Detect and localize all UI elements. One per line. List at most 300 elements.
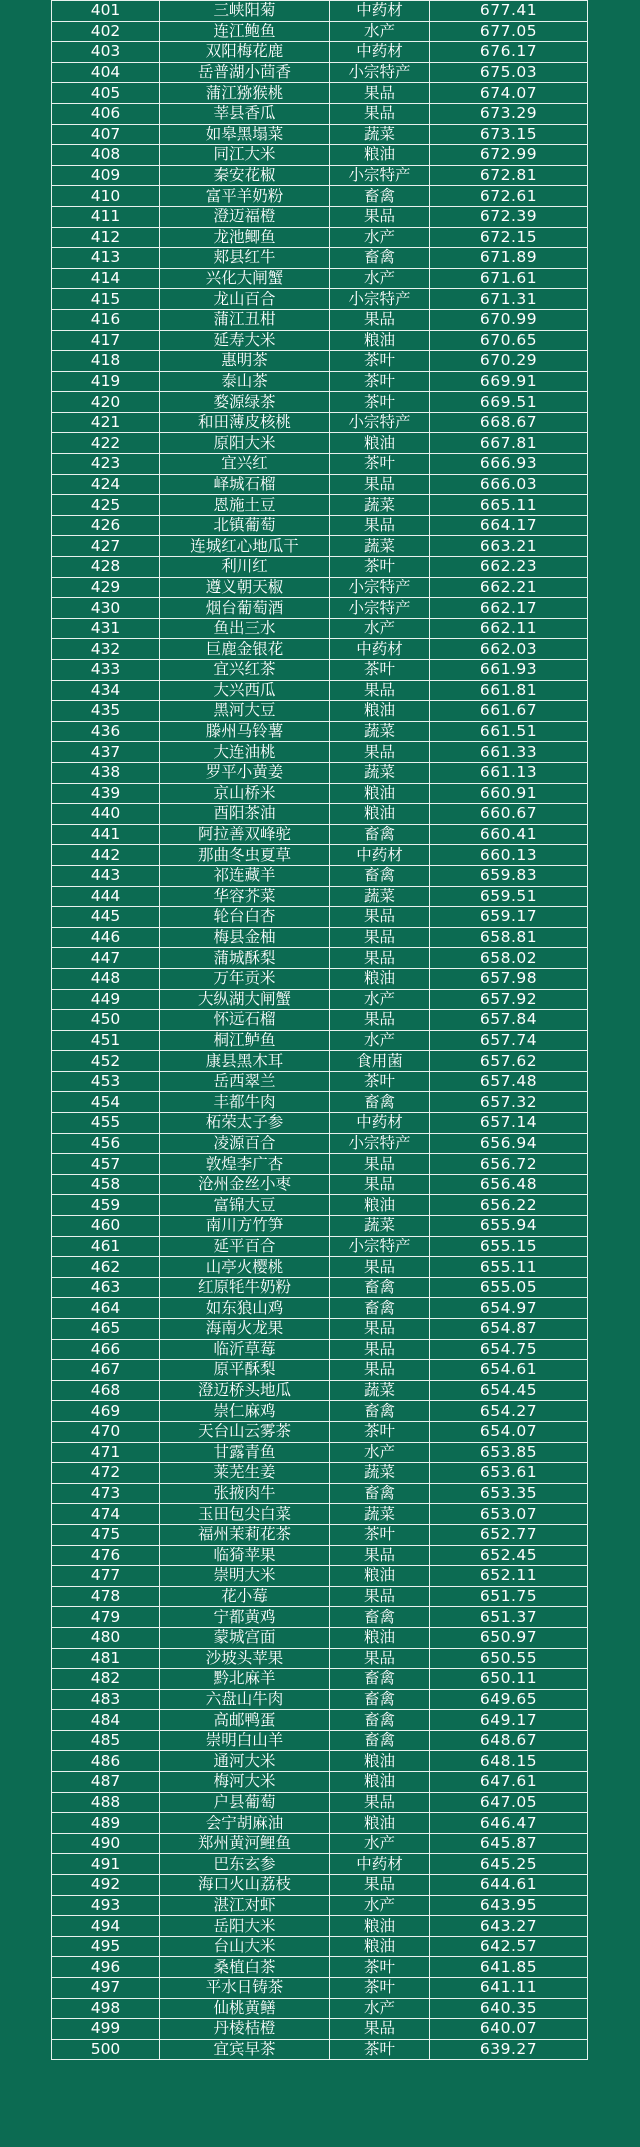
table-row bbox=[52, 907, 588, 928]
name-cell: 酉阳茶油 bbox=[160, 804, 330, 825]
name-cell: 阿拉善双峰驼 bbox=[160, 824, 330, 845]
name-cell: 富锦大豆 bbox=[160, 1195, 330, 1216]
table-row bbox=[52, 1195, 588, 1216]
rank-cell: 411 bbox=[52, 206, 160, 227]
table-row bbox=[52, 454, 588, 475]
category-cell: 果品 bbox=[330, 1875, 430, 1896]
table-row bbox=[52, 1401, 588, 1422]
table-row bbox=[52, 1277, 588, 1298]
score-cell: 654.87 bbox=[430, 1319, 588, 1340]
ranking-table bbox=[51, 0, 588, 2060]
table-row bbox=[52, 1772, 588, 1793]
rank-cell: 479 bbox=[52, 1607, 160, 1628]
table-row bbox=[52, 1689, 588, 1710]
score-cell: 656.94 bbox=[430, 1133, 588, 1154]
score-cell: 641.11 bbox=[430, 1978, 588, 1999]
score-cell: 677.05 bbox=[430, 21, 588, 42]
table-row bbox=[52, 351, 588, 372]
score-cell: 655.11 bbox=[430, 1257, 588, 1278]
rank-cell: 482 bbox=[52, 1669, 160, 1690]
category-cell: 茶叶 bbox=[330, 392, 430, 413]
table-row bbox=[52, 227, 588, 248]
rank-cell: 452 bbox=[52, 1051, 160, 1072]
rank-cell: 474 bbox=[52, 1504, 160, 1525]
category-cell: 中药材 bbox=[330, 639, 430, 660]
table-row bbox=[52, 1936, 588, 1957]
category-cell: 果品 bbox=[330, 907, 430, 928]
rank-cell: 424 bbox=[52, 474, 160, 495]
score-cell: 654.27 bbox=[430, 1401, 588, 1422]
category-cell: 水产 bbox=[330, 1030, 430, 1051]
category-cell: 畜禽 bbox=[330, 248, 430, 269]
name-cell: 原阳大米 bbox=[160, 433, 330, 454]
category-cell: 果品 bbox=[330, 474, 430, 495]
rank-cell: 499 bbox=[52, 2019, 160, 2040]
table-row bbox=[52, 927, 588, 948]
score-cell: 652.45 bbox=[430, 1545, 588, 1566]
name-cell: 同江大米 bbox=[160, 145, 330, 166]
rank-cell: 403 bbox=[52, 42, 160, 63]
rank-cell: 449 bbox=[52, 989, 160, 1010]
score-cell: 653.85 bbox=[430, 1442, 588, 1463]
category-cell: 茶叶 bbox=[330, 351, 430, 372]
category-cell: 果品 bbox=[330, 680, 430, 701]
category-cell: 水产 bbox=[330, 21, 430, 42]
table-row bbox=[52, 1298, 588, 1319]
score-cell: 669.91 bbox=[430, 371, 588, 392]
rank-cell: 418 bbox=[52, 351, 160, 372]
name-cell: 通河大米 bbox=[160, 1751, 330, 1772]
name-cell: 罗平小黄姜 bbox=[160, 762, 330, 783]
table-row bbox=[52, 577, 588, 598]
rank-cell: 457 bbox=[52, 1154, 160, 1175]
name-cell: 大连油桃 bbox=[160, 742, 330, 763]
name-cell: 龙山百合 bbox=[160, 289, 330, 310]
name-cell: 双阳梅花鹿 bbox=[160, 42, 330, 63]
score-cell: 644.61 bbox=[430, 1875, 588, 1896]
table-row bbox=[52, 433, 588, 454]
table-row bbox=[52, 639, 588, 660]
category-cell: 小宗特产 bbox=[330, 289, 430, 310]
name-cell: 柘荣太子参 bbox=[160, 1113, 330, 1134]
category-cell: 畜禽 bbox=[330, 186, 430, 207]
rank-cell: 438 bbox=[52, 762, 160, 783]
category-cell: 中药材 bbox=[330, 1, 430, 22]
rank-cell: 426 bbox=[52, 515, 160, 536]
rank-cell: 487 bbox=[52, 1772, 160, 1793]
rank-cell: 498 bbox=[52, 1998, 160, 2019]
category-cell: 果品 bbox=[330, 1545, 430, 1566]
table-row bbox=[52, 557, 588, 578]
name-cell: 巴东玄参 bbox=[160, 1854, 330, 1875]
score-cell: 660.13 bbox=[430, 845, 588, 866]
score-cell: 667.81 bbox=[430, 433, 588, 454]
table-row bbox=[52, 145, 588, 166]
name-cell: 如东狼山鸡 bbox=[160, 1298, 330, 1319]
score-cell: 662.23 bbox=[430, 557, 588, 578]
score-cell: 654.97 bbox=[430, 1298, 588, 1319]
category-cell: 水产 bbox=[330, 1895, 430, 1916]
name-cell: 烟台葡萄酒 bbox=[160, 598, 330, 619]
category-cell: 畜禽 bbox=[330, 1689, 430, 1710]
category-cell: 果品 bbox=[330, 948, 430, 969]
category-cell: 蔬菜 bbox=[330, 124, 430, 145]
category-cell: 粮油 bbox=[330, 433, 430, 454]
table-row bbox=[52, 1380, 588, 1401]
category-cell: 蔬菜 bbox=[330, 886, 430, 907]
name-cell: 敦煌李广杏 bbox=[160, 1154, 330, 1175]
rank-cell: 421 bbox=[52, 412, 160, 433]
name-cell: 张掖肉牛 bbox=[160, 1483, 330, 1504]
score-cell: 651.75 bbox=[430, 1586, 588, 1607]
name-cell: 京山桥米 bbox=[160, 783, 330, 804]
table-row bbox=[52, 618, 588, 639]
score-cell: 657.92 bbox=[430, 989, 588, 1010]
table-row bbox=[52, 1010, 588, 1031]
category-cell: 粮油 bbox=[330, 1627, 430, 1648]
category-cell: 果品 bbox=[330, 1648, 430, 1669]
score-cell: 657.84 bbox=[430, 1010, 588, 1031]
category-cell: 水产 bbox=[330, 1998, 430, 2019]
rank-cell: 485 bbox=[52, 1730, 160, 1751]
category-cell: 畜禽 bbox=[330, 865, 430, 886]
category-cell: 食用菌 bbox=[330, 1051, 430, 1072]
score-cell: 650.97 bbox=[430, 1627, 588, 1648]
name-cell: 延寿大米 bbox=[160, 330, 330, 351]
name-cell: 大纵湖大闸蟹 bbox=[160, 989, 330, 1010]
category-cell: 水产 bbox=[330, 1833, 430, 1854]
name-cell: 台山大米 bbox=[160, 1936, 330, 1957]
name-cell: 蒲城酥梨 bbox=[160, 948, 330, 969]
score-cell: 655.15 bbox=[430, 1236, 588, 1257]
score-cell: 673.15 bbox=[430, 124, 588, 145]
rank-cell: 446 bbox=[52, 927, 160, 948]
rank-cell: 456 bbox=[52, 1133, 160, 1154]
table-row bbox=[52, 474, 588, 495]
table-row bbox=[52, 1998, 588, 2019]
name-cell: 高邮鸭蛋 bbox=[160, 1710, 330, 1731]
category-cell: 粮油 bbox=[330, 804, 430, 825]
rank-cell: 448 bbox=[52, 968, 160, 989]
name-cell: 滕州马铃薯 bbox=[160, 721, 330, 742]
category-cell: 小宗特产 bbox=[330, 62, 430, 83]
category-cell: 蔬菜 bbox=[330, 495, 430, 516]
rank-cell: 476 bbox=[52, 1545, 160, 1566]
category-cell: 果品 bbox=[330, 1174, 430, 1195]
score-cell: 662.11 bbox=[430, 618, 588, 639]
table-row bbox=[52, 865, 588, 886]
rank-cell: 500 bbox=[52, 2039, 160, 2060]
rank-cell: 486 bbox=[52, 1751, 160, 1772]
name-cell: 崇仁麻鸡 bbox=[160, 1401, 330, 1422]
score-cell: 657.98 bbox=[430, 968, 588, 989]
category-cell: 中药材 bbox=[330, 845, 430, 866]
score-cell: 651.37 bbox=[430, 1607, 588, 1628]
category-cell: 小宗特产 bbox=[330, 165, 430, 186]
rank-cell: 469 bbox=[52, 1401, 160, 1422]
score-cell: 668.67 bbox=[430, 412, 588, 433]
category-cell: 水产 bbox=[330, 618, 430, 639]
score-cell: 676.17 bbox=[430, 42, 588, 63]
category-cell: 果品 bbox=[330, 927, 430, 948]
table-row bbox=[52, 1174, 588, 1195]
rank-cell: 478 bbox=[52, 1586, 160, 1607]
score-cell: 640.07 bbox=[430, 2019, 588, 2040]
table-row bbox=[52, 1319, 588, 1340]
score-cell: 645.25 bbox=[430, 1854, 588, 1875]
rank-cell: 494 bbox=[52, 1916, 160, 1937]
table-row bbox=[52, 1916, 588, 1937]
category-cell: 畜禽 bbox=[330, 1730, 430, 1751]
table-row bbox=[52, 1442, 588, 1463]
table-row bbox=[52, 845, 588, 866]
score-cell: 645.87 bbox=[430, 1833, 588, 1854]
rank-cell: 413 bbox=[52, 248, 160, 269]
name-cell: 临猗苹果 bbox=[160, 1545, 330, 1566]
rank-cell: 439 bbox=[52, 783, 160, 804]
name-cell: 海口火山荔枝 bbox=[160, 1875, 330, 1896]
category-cell: 果品 bbox=[330, 515, 430, 536]
table-row bbox=[52, 1648, 588, 1669]
category-cell: 小宗特产 bbox=[330, 577, 430, 598]
score-cell: 658.02 bbox=[430, 948, 588, 969]
name-cell: 临沂草莓 bbox=[160, 1339, 330, 1360]
name-cell: 岳普湖小茴香 bbox=[160, 62, 330, 83]
score-cell: 666.93 bbox=[430, 454, 588, 475]
table-row bbox=[52, 1360, 588, 1381]
score-cell: 671.31 bbox=[430, 289, 588, 310]
rank-cell: 430 bbox=[52, 598, 160, 619]
score-cell: 670.29 bbox=[430, 351, 588, 372]
table-row bbox=[52, 186, 588, 207]
name-cell: 兴化大闸蟹 bbox=[160, 268, 330, 289]
rank-cell: 401 bbox=[52, 1, 160, 22]
table-row bbox=[52, 1978, 588, 1999]
score-cell: 672.99 bbox=[430, 145, 588, 166]
rank-cell: 431 bbox=[52, 618, 160, 639]
score-cell: 648.15 bbox=[430, 1751, 588, 1772]
rank-cell: 460 bbox=[52, 1216, 160, 1237]
rank-cell: 497 bbox=[52, 1978, 160, 1999]
category-cell: 粮油 bbox=[330, 1751, 430, 1772]
name-cell: 峄城石榴 bbox=[160, 474, 330, 495]
name-cell: 崇明白山羊 bbox=[160, 1730, 330, 1751]
table-row bbox=[52, 1092, 588, 1113]
table-row bbox=[52, 1751, 588, 1772]
rank-cell: 450 bbox=[52, 1010, 160, 1031]
score-cell: 646.47 bbox=[430, 1813, 588, 1834]
name-cell: 遵义朝天椒 bbox=[160, 577, 330, 598]
name-cell: 连江鲍鱼 bbox=[160, 21, 330, 42]
category-cell: 中药材 bbox=[330, 1854, 430, 1875]
rank-cell: 412 bbox=[52, 227, 160, 248]
table-row bbox=[52, 2039, 588, 2060]
rank-cell: 455 bbox=[52, 1113, 160, 1134]
rank-cell: 429 bbox=[52, 577, 160, 598]
rank-cell: 404 bbox=[52, 62, 160, 83]
score-cell: 647.05 bbox=[430, 1792, 588, 1813]
table-row bbox=[52, 721, 588, 742]
name-cell: 会宁胡麻油 bbox=[160, 1813, 330, 1834]
category-cell: 蔬菜 bbox=[330, 721, 430, 742]
name-cell: 红原牦牛奶粉 bbox=[160, 1277, 330, 1298]
score-cell: 643.95 bbox=[430, 1895, 588, 1916]
name-cell: 岳西翠兰 bbox=[160, 1071, 330, 1092]
category-cell: 果品 bbox=[330, 103, 430, 124]
category-cell: 蔬菜 bbox=[330, 1380, 430, 1401]
rank-cell: 477 bbox=[52, 1566, 160, 1587]
table-row bbox=[52, 62, 588, 83]
score-cell: 675.03 bbox=[430, 62, 588, 83]
name-cell: 宜兴红 bbox=[160, 454, 330, 475]
rank-cell: 489 bbox=[52, 1813, 160, 1834]
score-cell: 662.03 bbox=[430, 639, 588, 660]
category-cell: 果品 bbox=[330, 742, 430, 763]
score-cell: 664.17 bbox=[430, 515, 588, 536]
name-cell: 玉田包尖白菜 bbox=[160, 1504, 330, 1525]
score-cell: 653.61 bbox=[430, 1463, 588, 1484]
category-cell: 果品 bbox=[330, 1360, 430, 1381]
score-cell: 654.75 bbox=[430, 1339, 588, 1360]
category-cell: 果品 bbox=[330, 1154, 430, 1175]
name-cell: 富平羊奶粉 bbox=[160, 186, 330, 207]
name-cell: 凌源百合 bbox=[160, 1133, 330, 1154]
rank-cell: 425 bbox=[52, 495, 160, 516]
score-cell: 670.65 bbox=[430, 330, 588, 351]
category-cell: 蔬菜 bbox=[330, 1463, 430, 1484]
category-cell: 果品 bbox=[330, 1319, 430, 1340]
rank-cell: 453 bbox=[52, 1071, 160, 1092]
name-cell: 天台山云雾茶 bbox=[160, 1421, 330, 1442]
rank-cell: 488 bbox=[52, 1792, 160, 1813]
table-row bbox=[52, 701, 588, 722]
table-row bbox=[52, 83, 588, 104]
name-cell: 康县黑木耳 bbox=[160, 1051, 330, 1072]
table-row bbox=[52, 783, 588, 804]
score-cell: 655.05 bbox=[430, 1277, 588, 1298]
score-cell: 660.67 bbox=[430, 804, 588, 825]
category-cell: 粮油 bbox=[330, 1916, 430, 1937]
rank-cell: 464 bbox=[52, 1298, 160, 1319]
category-cell: 果品 bbox=[330, 83, 430, 104]
name-cell: 轮台白杏 bbox=[160, 907, 330, 928]
table-row bbox=[52, 660, 588, 681]
score-cell: 661.81 bbox=[430, 680, 588, 701]
score-cell: 672.61 bbox=[430, 186, 588, 207]
score-cell: 666.03 bbox=[430, 474, 588, 495]
score-cell: 671.89 bbox=[430, 248, 588, 269]
table-row bbox=[52, 1071, 588, 1092]
name-cell: 婺源绿茶 bbox=[160, 392, 330, 413]
category-cell: 茶叶 bbox=[330, 2039, 430, 2060]
score-cell: 656.72 bbox=[430, 1154, 588, 1175]
rank-cell: 444 bbox=[52, 886, 160, 907]
rank-cell: 434 bbox=[52, 680, 160, 701]
name-cell: 怀远石榴 bbox=[160, 1010, 330, 1031]
table-row bbox=[52, 804, 588, 825]
table-row bbox=[52, 1216, 588, 1237]
category-cell: 粮油 bbox=[330, 1772, 430, 1793]
score-cell: 656.22 bbox=[430, 1195, 588, 1216]
rank-cell: 458 bbox=[52, 1174, 160, 1195]
rank-cell: 423 bbox=[52, 454, 160, 475]
category-cell: 小宗特产 bbox=[330, 412, 430, 433]
name-cell: 北镇葡萄 bbox=[160, 515, 330, 536]
name-cell: 恩施土豆 bbox=[160, 495, 330, 516]
rank-cell: 432 bbox=[52, 639, 160, 660]
category-cell: 畜禽 bbox=[330, 1483, 430, 1504]
table-row bbox=[52, 1566, 588, 1587]
category-cell: 茶叶 bbox=[330, 1524, 430, 1545]
table-row bbox=[52, 309, 588, 330]
name-cell: 华容芥菜 bbox=[160, 886, 330, 907]
category-cell: 茶叶 bbox=[330, 454, 430, 475]
category-cell: 畜禽 bbox=[330, 1092, 430, 1113]
rank-cell: 441 bbox=[52, 824, 160, 845]
score-cell: 665.11 bbox=[430, 495, 588, 516]
rank-cell: 451 bbox=[52, 1030, 160, 1051]
rank-cell: 435 bbox=[52, 701, 160, 722]
table-row bbox=[52, 206, 588, 227]
name-cell: 大兴西瓜 bbox=[160, 680, 330, 701]
category-cell: 畜禽 bbox=[330, 1277, 430, 1298]
name-cell: 崇明大米 bbox=[160, 1566, 330, 1587]
score-cell: 671.61 bbox=[430, 268, 588, 289]
table-row bbox=[52, 1813, 588, 1834]
category-cell: 中药材 bbox=[330, 42, 430, 63]
category-cell: 畜禽 bbox=[330, 1607, 430, 1628]
rank-cell: 475 bbox=[52, 1524, 160, 1545]
name-cell: 龙池鲫鱼 bbox=[160, 227, 330, 248]
name-cell: 沧州金丝小枣 bbox=[160, 1174, 330, 1195]
table-row bbox=[52, 1792, 588, 1813]
table-row bbox=[52, 412, 588, 433]
table-row bbox=[52, 392, 588, 413]
table-row bbox=[52, 268, 588, 289]
rank-cell: 465 bbox=[52, 1319, 160, 1340]
category-cell: 粮油 bbox=[330, 330, 430, 351]
name-cell: 梅县金柚 bbox=[160, 927, 330, 948]
name-cell: 梅河大米 bbox=[160, 1772, 330, 1793]
rank-cell: 468 bbox=[52, 1380, 160, 1401]
score-cell: 661.13 bbox=[430, 762, 588, 783]
score-cell: 639.27 bbox=[430, 2039, 588, 2060]
table-row bbox=[52, 968, 588, 989]
table-row bbox=[52, 1730, 588, 1751]
category-cell: 茶叶 bbox=[330, 1978, 430, 1999]
score-cell: 642.57 bbox=[430, 1936, 588, 1957]
score-cell: 670.99 bbox=[430, 309, 588, 330]
score-cell: 661.33 bbox=[430, 742, 588, 763]
category-cell: 果品 bbox=[330, 309, 430, 330]
table-row bbox=[52, 1257, 588, 1278]
table-row bbox=[52, 1030, 588, 1051]
name-cell: 六盘山牛肉 bbox=[160, 1689, 330, 1710]
table-row bbox=[52, 1421, 588, 1442]
table-row bbox=[52, 1607, 588, 1628]
rank-cell: 447 bbox=[52, 948, 160, 969]
name-cell: 桑植白茶 bbox=[160, 1957, 330, 1978]
rank-cell: 484 bbox=[52, 1710, 160, 1731]
table-row bbox=[52, 1133, 588, 1154]
table-row bbox=[52, 1833, 588, 1854]
name-cell: 连城红心地瓜干 bbox=[160, 536, 330, 557]
table-row bbox=[52, 1463, 588, 1484]
rank-cell: 461 bbox=[52, 1236, 160, 1257]
category-cell: 粮油 bbox=[330, 1813, 430, 1834]
rank-cell: 467 bbox=[52, 1360, 160, 1381]
category-cell: 果品 bbox=[330, 206, 430, 227]
